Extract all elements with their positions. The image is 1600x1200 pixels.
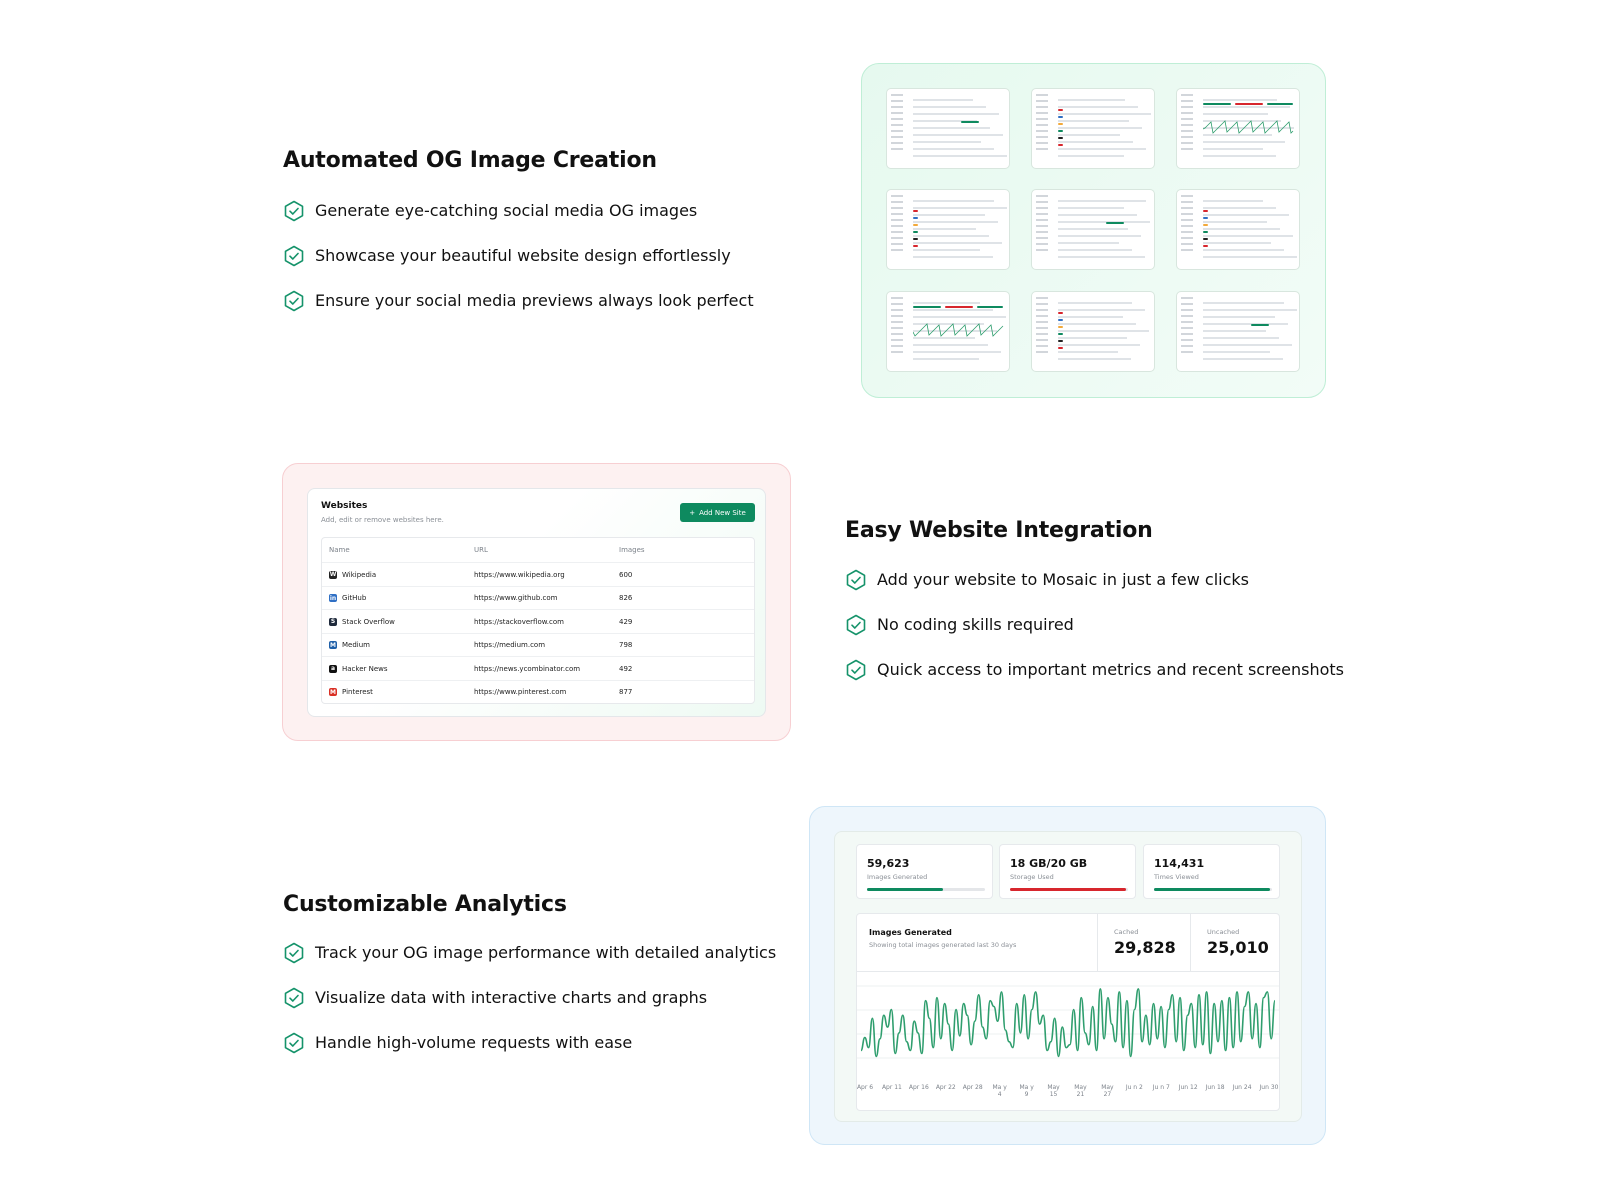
- thumb-line: [1203, 148, 1263, 150]
- thumb-line: [1203, 235, 1293, 237]
- thumb-line: [1058, 200, 1146, 202]
- list-item: [283, 1020, 776, 1065]
- thumb-bar: [977, 306, 1003, 308]
- feature-text: Handle high-volume requests with ease: [315, 1033, 633, 1052]
- thumb-line: [913, 309, 993, 311]
- column-images[interactable]: Images: [619, 546, 645, 554]
- thumb-line: [1203, 344, 1292, 346]
- site-name: Stack Overflow: [342, 617, 395, 626]
- screenshot-thumbnail[interactable]: [1176, 189, 1300, 270]
- thumb-line: [1058, 323, 1136, 325]
- thumb-line: [1203, 242, 1271, 244]
- thumb-line: [1058, 214, 1137, 216]
- screenshot-thumbnail[interactable]: [886, 189, 1010, 270]
- thumb-line: [1058, 330, 1149, 332]
- site-images: 798: [619, 641, 633, 649]
- stat-progress-fill: [1154, 888, 1270, 891]
- websites-window: [307, 488, 766, 717]
- thumb-line: [1203, 221, 1267, 223]
- kpi-uncached-label[interactable]: Uncached: [1207, 928, 1240, 936]
- thumb-bar: [913, 217, 918, 219]
- thumb-bar: [1058, 347, 1063, 349]
- check-icon: [845, 659, 867, 681]
- site-images: 826: [619, 594, 633, 602]
- thumb-line: [913, 351, 1001, 353]
- feature-list-og: [283, 188, 754, 323]
- site-name: Wikipedia: [342, 570, 377, 579]
- table-header: [322, 538, 754, 562]
- x-tick-label: May 15: [1047, 1084, 1060, 1098]
- stat-label: Times Viewed: [1154, 873, 1199, 881]
- thumb-line: [1203, 316, 1275, 318]
- cell-name: [329, 594, 366, 602]
- analytics-window: [834, 831, 1302, 1122]
- stat-progress: [1010, 888, 1128, 891]
- thumb-line: [913, 99, 973, 101]
- thumb-line: [1203, 141, 1285, 143]
- site-url[interactable]: https://stackoverflow.com: [474, 617, 564, 626]
- websites-preview: [282, 463, 791, 741]
- site-name: Medium: [342, 641, 370, 649]
- stat-label: Images Generated: [867, 873, 928, 881]
- thumb-bar: [1203, 224, 1208, 226]
- thumb-line: [913, 316, 1006, 318]
- medium-icon: M: [330, 641, 336, 649]
- thumb-line: [913, 113, 999, 115]
- thumb-line: [1058, 207, 1124, 209]
- thumb-bar: [961, 121, 979, 123]
- thumb-line: [1058, 351, 1118, 353]
- check-icon: [283, 987, 305, 1009]
- thumb-bar: [913, 210, 918, 212]
- screenshot-thumbnail[interactable]: [1176, 88, 1300, 169]
- site-url[interactable]: https://medium.com: [474, 641, 546, 649]
- thumb-line: [1058, 127, 1142, 129]
- screenshot-thumbnail[interactable]: [886, 291, 1010, 372]
- table-row[interactable]: [322, 562, 754, 586]
- plus-icon: +: [689, 508, 696, 517]
- thumb-bar: [1058, 319, 1063, 321]
- thumb-bar: [1203, 103, 1231, 105]
- x-tick-label: Jun 12: [1178, 1084, 1198, 1091]
- site-images: 877: [619, 688, 633, 696]
- thumb-sidebar: [1036, 297, 1052, 367]
- thumb-sidebar: [1036, 195, 1052, 265]
- thumb-bar: [1058, 333, 1063, 335]
- thumb-line: [1203, 309, 1297, 311]
- x-tick-label: Jun 18: [1205, 1084, 1225, 1091]
- stat-card-images: [856, 844, 993, 899]
- stat-card-storage: [999, 844, 1136, 899]
- thumb-line: [1203, 249, 1284, 251]
- feature-text: Quick access to important metrics and recent screenshots: [877, 660, 1345, 679]
- thumb-bar: [1058, 137, 1063, 139]
- thumb-line: [1058, 134, 1120, 136]
- stat-value: 59,623: [867, 857, 910, 870]
- thumb-bar: [1203, 210, 1208, 212]
- thumb-line: [913, 221, 998, 223]
- thumb-bar: [1203, 231, 1208, 233]
- stat-progress: [867, 888, 985, 891]
- thumb-bar: [1106, 222, 1124, 224]
- images-generated-chart: [856, 913, 1280, 1111]
- chart-title: Images Generated: [869, 928, 952, 937]
- thumb-line: [1203, 302, 1284, 304]
- series-line: [861, 989, 1275, 1057]
- check-icon: [845, 569, 867, 591]
- thumb-chart: [913, 320, 1005, 340]
- thumb-bar: [1058, 144, 1063, 146]
- stat-value: 18 GB/20 GB: [1010, 857, 1088, 870]
- thumb-chart: [1203, 117, 1295, 137]
- stat-progress-fill: [1010, 888, 1126, 891]
- thumb-line: [913, 302, 980, 304]
- thumb-line: [1058, 358, 1131, 360]
- thumb-line: [1058, 155, 1124, 157]
- kpi-cached-label[interactable]: Cached: [1114, 928, 1139, 936]
- thumb-line: [1058, 235, 1141, 237]
- thumb-bar: [945, 306, 973, 308]
- thumb-bar: [913, 306, 941, 308]
- thumb-line: [1058, 249, 1132, 251]
- thumb-line: [913, 155, 1007, 157]
- x-tick-label: Ma y 9: [1019, 1084, 1034, 1098]
- section-title-integration: Easy Website Integration: [845, 518, 1153, 543]
- check-icon: [283, 245, 305, 267]
- thumb-line: [913, 256, 993, 258]
- thumb-line: [1203, 106, 1290, 108]
- thumb-bar: [1267, 103, 1293, 105]
- stat-label: Storage Used: [1010, 873, 1054, 881]
- thumb-line: [1058, 106, 1138, 108]
- thumb-line: [1203, 330, 1266, 332]
- thumb-sidebar: [1036, 94, 1052, 164]
- thumb-line: [1058, 316, 1123, 318]
- cell-name: [329, 618, 395, 626]
- thumb-bar: [1203, 245, 1208, 247]
- add-new-site-label: Add New Site: [699, 508, 746, 517]
- list-item: [283, 278, 754, 323]
- cell-name: [329, 688, 373, 696]
- stat-value: 114,431: [1154, 857, 1205, 870]
- site-name: Hacker News: [342, 664, 388, 673]
- thumb-line: [1058, 228, 1128, 230]
- feature-list-analytics: [283, 930, 776, 1065]
- thumb-line: [1058, 148, 1146, 150]
- thumb-line: [1203, 207, 1276, 209]
- thumb-line: [1058, 120, 1129, 122]
- thumb-line: [913, 242, 1002, 244]
- x-tick-label: Apr 28: [962, 1084, 983, 1091]
- thumb-line: [913, 358, 979, 360]
- thumb-line: [1203, 214, 1289, 216]
- table-row[interactable]: [322, 656, 754, 680]
- table-row[interactable]: [322, 609, 754, 633]
- thumb-bar: [1058, 312, 1063, 314]
- thumb-bar: [1203, 217, 1208, 219]
- websites-title: Websites: [321, 501, 368, 511]
- thumb-line: [913, 141, 981, 143]
- thumb-line: [1203, 256, 1297, 258]
- feature-text: Visualize data with interactive charts and graphs: [315, 988, 708, 1007]
- site-url[interactable]: https://www.wikipedia.org: [474, 570, 565, 579]
- thumb-line: [1203, 200, 1263, 202]
- thumb-line: [1058, 337, 1127, 339]
- thumb-line: [913, 344, 988, 346]
- thumb-bar: [1058, 109, 1063, 111]
- thumb-line: [1203, 358, 1283, 360]
- thumb-line: [913, 235, 989, 237]
- list-item: [845, 557, 1344, 602]
- check-icon: [845, 614, 867, 636]
- x-tick-label: Apr 22: [935, 1084, 956, 1091]
- x-tick-label: Jun 24: [1232, 1084, 1252, 1091]
- thumb-bar: [1058, 340, 1063, 342]
- thumb-line: [913, 207, 1007, 209]
- pinterest-icon: M: [330, 688, 336, 696]
- section-title-analytics: Customizable Analytics: [283, 892, 567, 917]
- github-icon: in: [329, 594, 337, 602]
- site-name: Pinterest: [342, 688, 373, 696]
- cell-name: [329, 665, 388, 673]
- x-tick-label: Ju n 7: [1152, 1084, 1170, 1091]
- table-row[interactable]: [322, 680, 754, 704]
- thumb-bar: [1251, 324, 1269, 326]
- stat-progress-fill: [867, 888, 943, 891]
- x-tick-label: Ju n 2: [1125, 1084, 1143, 1091]
- screenshot-thumbnail[interactable]: [886, 88, 1010, 169]
- check-icon: [283, 942, 305, 964]
- site-url[interactable]: https://www.pinterest.com: [474, 688, 567, 696]
- thumb-sidebar: [1181, 195, 1197, 265]
- thumb-bar: [1235, 103, 1263, 105]
- thumb-line: [913, 127, 990, 129]
- stat-progress: [1154, 888, 1272, 891]
- thumb-sidebar: [891, 94, 907, 164]
- thumb-line: [1203, 228, 1280, 230]
- thumb-bar: [1058, 123, 1063, 125]
- feature-list-integration: [845, 557, 1344, 692]
- thumb-bar: [1058, 116, 1063, 118]
- thumb-bar: [913, 224, 918, 226]
- list-item: [845, 647, 1344, 692]
- check-icon: [283, 290, 305, 312]
- column-name[interactable]: Name: [329, 546, 350, 554]
- x-tick-label: May 21: [1074, 1084, 1087, 1098]
- x-tick-label: Apr 11: [881, 1084, 902, 1091]
- thumb-line: [913, 106, 986, 108]
- site-images: 429: [619, 617, 633, 626]
- thumb-line: [1203, 323, 1288, 325]
- thumb-line: [1058, 113, 1151, 115]
- thumb-line: [1058, 99, 1125, 101]
- thumb-line: [913, 249, 980, 251]
- thumb-sidebar: [1181, 94, 1197, 164]
- list-item: [283, 188, 754, 233]
- thumb-line: [913, 228, 976, 230]
- websites-table: [321, 537, 755, 704]
- line-chart[interactable]: [857, 914, 1280, 1111]
- list-item: [845, 602, 1344, 647]
- feature-text: Track your OG image performance with detailed analytics: [315, 943, 777, 962]
- feature-text: Showcase your beautiful website design effortlessly: [315, 246, 731, 265]
- thumb-line: [913, 134, 1003, 136]
- screenshots-gallery: [861, 63, 1326, 398]
- thumb-line: [913, 148, 994, 150]
- stat-card-views: [1143, 844, 1280, 899]
- kpi-cached-value[interactable]: 29,828: [1114, 938, 1176, 957]
- feature-text: No coding skills required: [877, 615, 1074, 634]
- stackoverflow-icon: S: [330, 618, 336, 625]
- site-url[interactable]: https://news.ycombinator.com: [474, 664, 581, 673]
- x-tick-label: May 27: [1101, 1084, 1114, 1098]
- site-url[interactable]: https://www.github.com: [474, 594, 558, 602]
- hackernews-icon: a: [330, 665, 336, 672]
- thumb-bar: [1058, 130, 1063, 132]
- table-row[interactable]: [322, 633, 754, 657]
- thumb-line: [1203, 155, 1276, 157]
- feature-text: Add your website to Mosaic in just a few clicks: [877, 570, 1249, 589]
- websites-subtitle: Add, edit or remove websites here.: [321, 516, 444, 524]
- thumb-line: [913, 200, 994, 202]
- feature-text: Ensure your social media previews always look perfect: [315, 291, 754, 310]
- x-tick-label: Apr 16: [908, 1084, 929, 1091]
- cell-name: [329, 641, 370, 649]
- thumb-bar: [1058, 326, 1063, 328]
- kpi-uncached-value[interactable]: 25,010: [1207, 938, 1269, 957]
- thumb-bar: [913, 238, 918, 240]
- thumb-bar: [913, 245, 918, 247]
- thumb-line: [913, 214, 985, 216]
- feature-text: Generate eye-catching social media OG images: [315, 201, 698, 220]
- thumb-sidebar: [891, 195, 907, 265]
- cell-name: [329, 571, 376, 579]
- thumb-line: [1203, 113, 1268, 115]
- thumb-line: [1058, 141, 1133, 143]
- list-item: [283, 233, 754, 278]
- x-tick-label: Ma y 4: [992, 1084, 1007, 1098]
- thumb-sidebar: [1181, 297, 1197, 367]
- thumb-line: [1058, 242, 1119, 244]
- thumb-line: [1203, 99, 1277, 101]
- thumb-line: [1058, 256, 1145, 258]
- thumb-line: [1203, 351, 1270, 353]
- screenshot-thumbnail[interactable]: [1031, 291, 1155, 372]
- thumb-line: [1058, 309, 1145, 311]
- analytics-preview: [809, 806, 1326, 1145]
- site-images: 492: [619, 664, 633, 673]
- check-icon: [283, 1032, 305, 1054]
- section-title-og: Automated OG Image Creation: [283, 148, 657, 173]
- list-item: [283, 975, 776, 1020]
- chart-subtitle: Showing total images generated last 30 days: [869, 941, 1017, 949]
- thumb-sidebar: [891, 297, 907, 367]
- thumb-bar: [913, 231, 918, 233]
- site-name: GitHub: [342, 594, 367, 602]
- thumb-bar: [1203, 238, 1208, 240]
- screenshot-thumbnail[interactable]: [1176, 291, 1300, 372]
- table-row[interactable]: [322, 586, 754, 610]
- wikipedia-icon: W: [329, 571, 337, 578]
- check-icon: [283, 200, 305, 222]
- column-url[interactable]: URL: [474, 546, 488, 554]
- list-item: [283, 930, 776, 975]
- thumb-line: [1058, 302, 1132, 304]
- thumb-line: [1203, 337, 1279, 339]
- site-images: 600: [619, 570, 633, 579]
- screenshot-thumbnail[interactable]: [1031, 189, 1155, 270]
- screenshot-thumbnail[interactable]: [1031, 88, 1155, 169]
- thumb-line: [1058, 344, 1140, 346]
- x-tick-label: Apr 6: [856, 1084, 874, 1091]
- x-tick-label: Jun 30: [1259, 1084, 1279, 1091]
- add-new-site-button[interactable]: [680, 503, 755, 522]
- thumb-line: [1058, 221, 1150, 223]
